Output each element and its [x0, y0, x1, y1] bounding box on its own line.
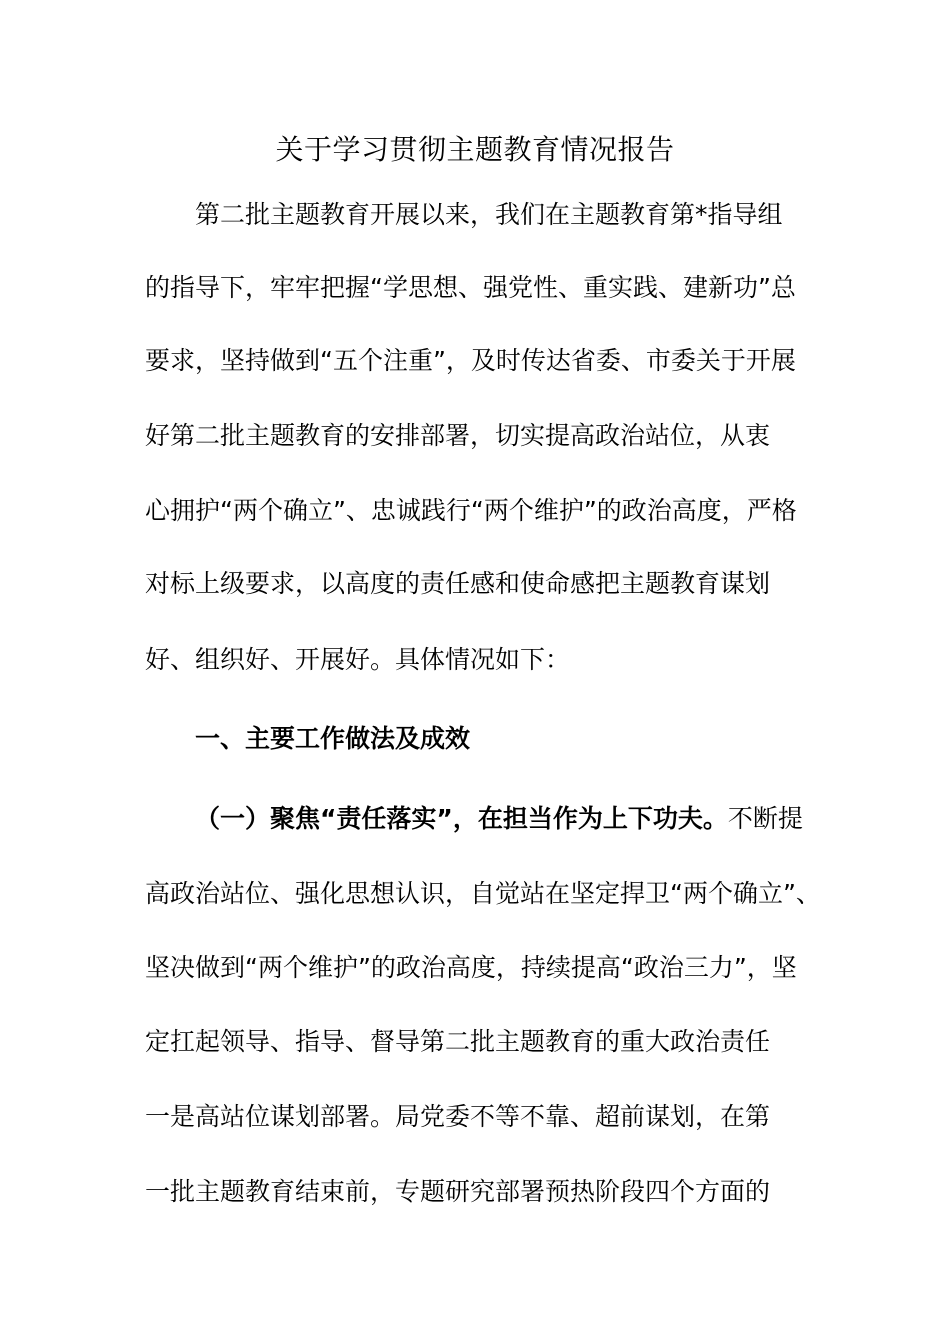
subsection-paragraph-first-line: [195, 799, 815, 839]
intro-line-2: 的指导下，牢牢把握“学思想、强党性、重实践、建新功”总: [145, 273, 796, 302]
intro-line-3: 要求，坚持做到“五个注重”，及时传达省委、市委关于开展: [145, 346, 796, 375]
intro-line-5: 心拥护“两个确立”、忠诚践行“两个维护”的政治高度，严格: [145, 496, 797, 525]
body-line-1: 高政治站位、强化思想认识，自觉站在坚定捍卫“两个确立”、: [145, 879, 821, 908]
section-heading: 一、主要工作做法及成效: [195, 724, 471, 753]
intro-line-4: 好第二批主题教育的安排部署，切实提高政治站位，从衷: [145, 421, 771, 450]
intro-line-6: 对标上级要求，以高度的责任感和使命感把主题教育谋划: [145, 569, 771, 598]
body-line-4: 一是高站位谋划部署。局党委不等不靠、超前谋划，在第: [145, 1102, 771, 1131]
intro-line-1: 第二批主题教育开展以来，我们在主题教育第*指导组: [195, 200, 783, 229]
subsection-heading: （一）聚焦“责任落实”，在担当作为上下功夫。: [195, 804, 728, 833]
body-line-3: 定扛起领导、指导、督导第二批主题教育的重大政治责任: [145, 1027, 771, 1056]
subsection-lead-text: 不断提: [727, 804, 803, 833]
body-line-2: 坚决做到“两个维护”的政治高度，持续提高“政治三力”，坚: [145, 953, 797, 982]
document-title: 关于学习贯彻主题教育情况报告: [275, 133, 675, 166]
body-line-5: 一批主题教育结束前，专题研究部署预热阶段四个方面的: [145, 1177, 771, 1206]
intro-line-7: 好、组织好、开展好。具体情况如下：: [145, 645, 571, 674]
